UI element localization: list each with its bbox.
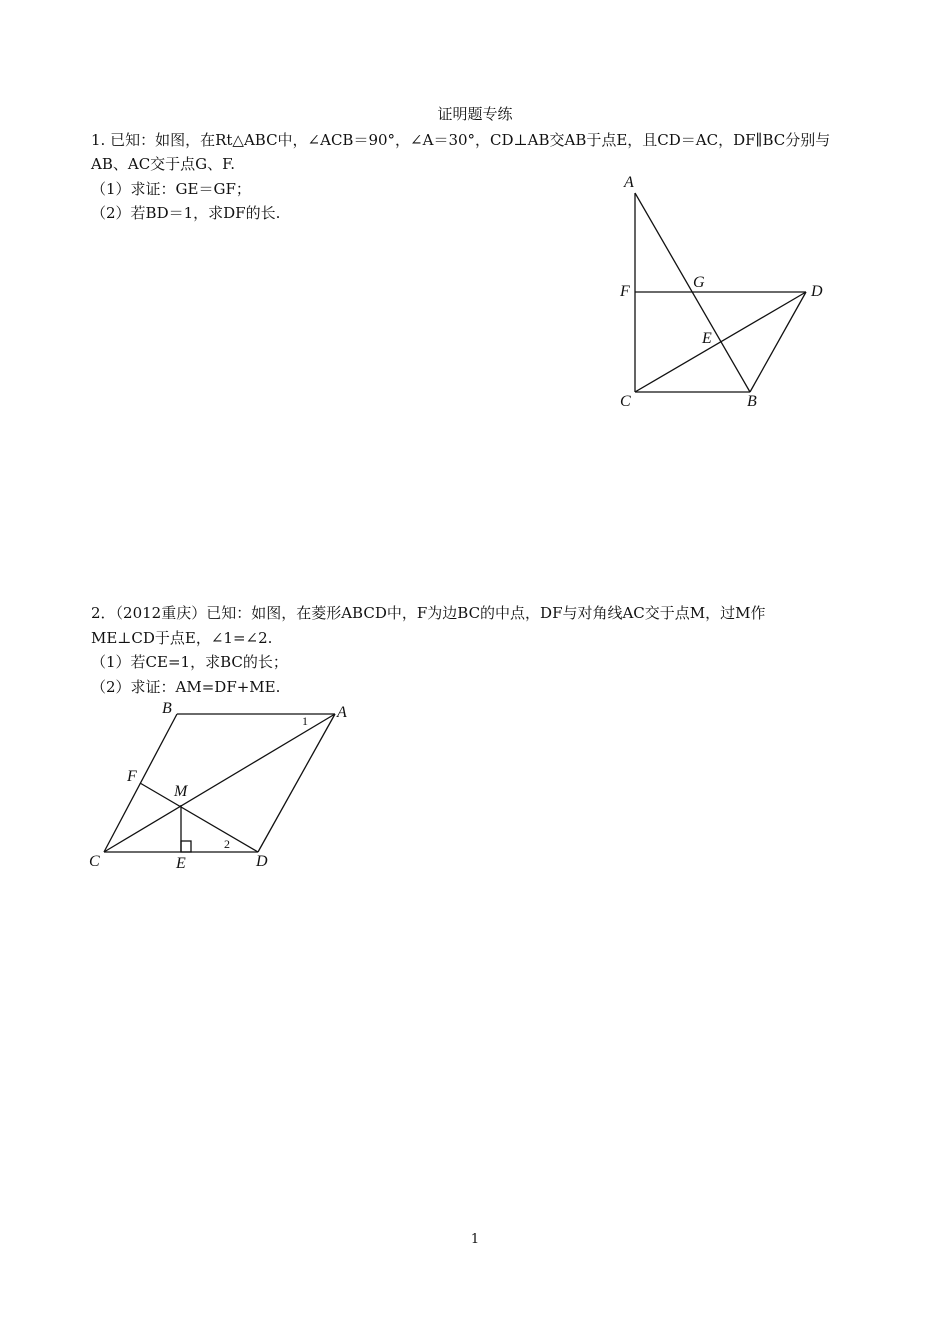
page-title: 证明题专练 [437,105,513,123]
problem1-question2: （2）若BD＝1，求DF的长. [91,204,281,222]
segment-AD [258,714,335,852]
label-M: M [174,783,188,800]
segment-FD [140,783,258,852]
problem1-statement-line2: AB、AC交于点G、F. [91,155,235,173]
label-A: A [337,704,347,721]
label-E: E [176,855,186,872]
problem1-statement-line1: 1. 已知：如图，在Rt△ABC中，∠ACB＝90°，∠A＝30°，CD⊥AB交AB于点E，且CD＝AC，DF∥BC分别与 [91,131,831,149]
label-angle1: 1 [302,714,308,728]
label-A: A [624,174,634,191]
problem2-statement-line1: 2．（2012重庆）已知：如图，在菱形ABCD中，F为边BC的中点，DF与对角线AC交于点M，过M作 [91,604,766,622]
label-E: E [702,330,712,347]
label-G: G [693,274,705,291]
label-D: D [811,283,823,300]
label-D: D [256,853,268,870]
problem2-statement-line2: ME⊥CD于点E，∠1=∠2. [91,629,273,647]
label-C: C [89,853,100,870]
problem2-question1: （1）若CE=1，求BC的长； [91,653,288,671]
label-F: F [620,283,630,300]
label-B: B [162,700,172,717]
page-number: 1 [470,1232,480,1247]
label-angle2: 2 [224,837,230,851]
label-B: B [747,393,757,410]
problem2-question2: （2）求证：AM=DF+ME. [91,678,281,696]
right-angle-marker [181,841,191,852]
problem1-question1: （1）求证：GE＝GF； [91,180,251,198]
label-C: C [620,393,631,410]
segment-CA [104,714,335,852]
label-F: F [127,768,137,785]
